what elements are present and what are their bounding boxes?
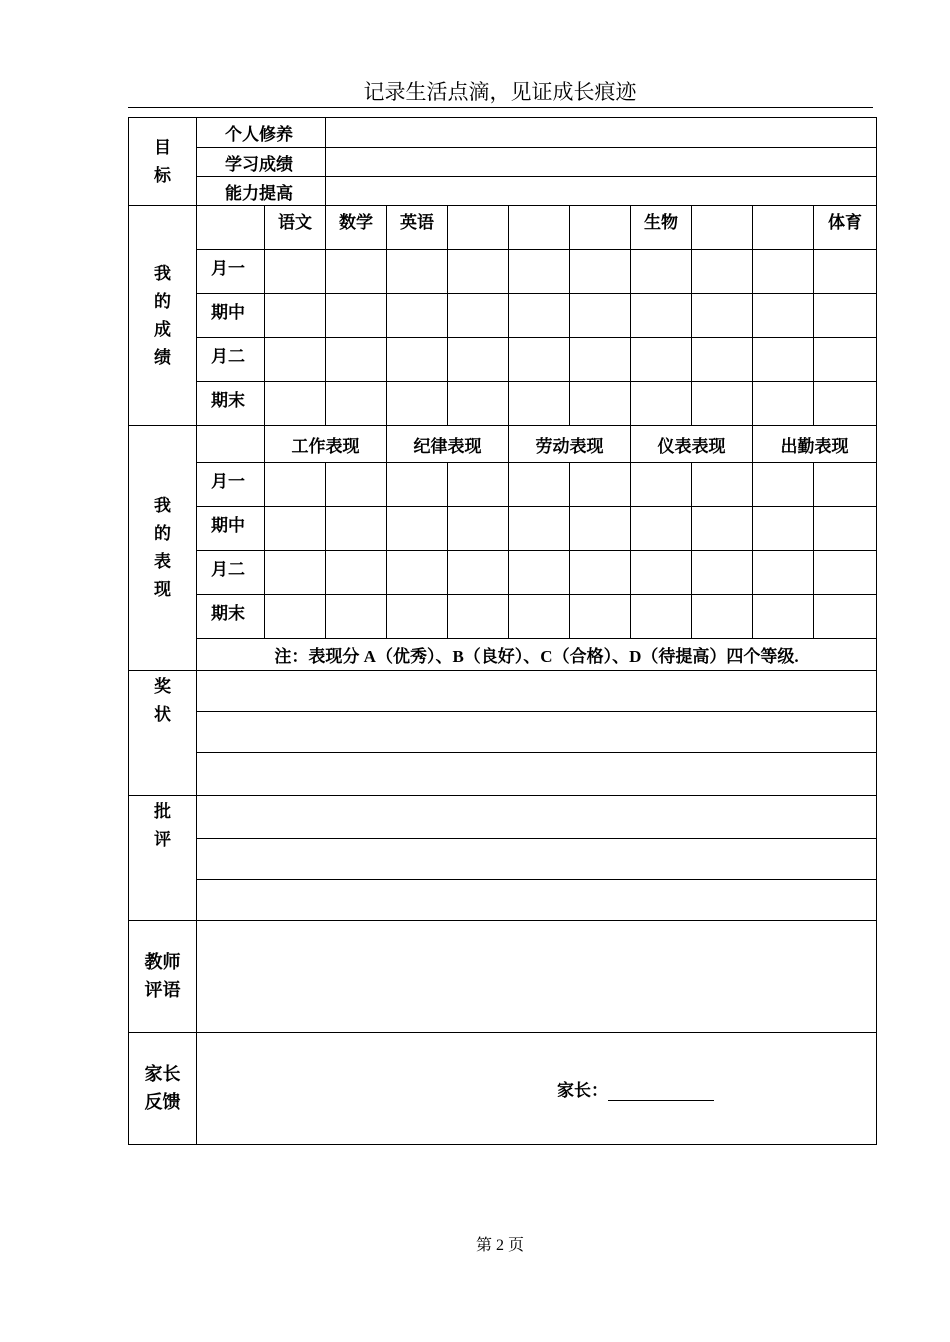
goal-field-cultivation[interactable] (326, 118, 877, 148)
grade-cell[interactable] (631, 338, 692, 382)
goal-field-ability[interactable] (326, 177, 877, 206)
grade-cell[interactable] (326, 338, 387, 382)
teacher-comment-field[interactable] (197, 921, 877, 1033)
grade-cell[interactable] (326, 382, 387, 426)
performance-cell[interactable] (509, 463, 570, 507)
grades-row (129, 338, 877, 382)
performance-cell[interactable] (387, 551, 448, 595)
grade-cell[interactable] (570, 250, 631, 294)
goal-label-ability: 能力提高 (197, 177, 326, 206)
performance-cell[interactable] (570, 595, 631, 639)
grade-cell[interactable] (814, 338, 877, 382)
subject-header: 英语 (387, 206, 448, 250)
grade-cell[interactable] (692, 338, 753, 382)
grade-cell[interactable] (448, 250, 509, 294)
goal-label-cultivation: 个人修养 (197, 118, 326, 148)
parent-feedback-label: 家长 反馈 (129, 1033, 197, 1145)
performance-cell[interactable] (631, 507, 692, 551)
performance-cell[interactable] (692, 507, 753, 551)
criticism-line[interactable] (197, 839, 877, 880)
subject-header: 语文 (265, 206, 326, 250)
performance-cell[interactable] (448, 551, 509, 595)
page-number: 第 2 页 (475, 1237, 524, 1254)
criticism-line[interactable] (197, 880, 877, 921)
performance-cell[interactable] (326, 507, 387, 551)
period-label: 期末 (197, 595, 265, 639)
grade-cell[interactable] (265, 250, 326, 294)
period-label: 期中 (197, 507, 265, 551)
grade-cell[interactable] (753, 382, 814, 426)
grading-note: 注：表现分 A（优秀）、B（良好）、C（合格）、D（待提高）四个等级. (197, 639, 877, 671)
performance-cell[interactable] (265, 595, 326, 639)
subject-header[interactable] (753, 206, 814, 250)
performance-cell[interactable] (387, 507, 448, 551)
performance-cell[interactable] (570, 551, 631, 595)
performance-cell[interactable] (387, 595, 448, 639)
subject-header: 数学 (326, 206, 387, 250)
grade-cell[interactable] (387, 250, 448, 294)
performance-cell[interactable] (692, 551, 753, 595)
performance-cell[interactable] (753, 507, 814, 551)
performance-cell[interactable] (692, 463, 753, 507)
goal-label-academics: 学习成绩 (197, 148, 326, 177)
subject-header: 生物 (631, 206, 692, 250)
subject-header: 体育 (814, 206, 877, 250)
grades-row (129, 294, 877, 338)
grade-cell[interactable] (326, 250, 387, 294)
category-header: 纪律表现 (387, 426, 509, 463)
performance-cell[interactable] (326, 463, 387, 507)
performance-section-label: 我的表现 (129, 426, 197, 671)
grades-row (129, 250, 877, 294)
grade-cell[interactable] (387, 338, 448, 382)
parent-signature-label: 家长： (557, 1081, 608, 1101)
grade-cell[interactable] (631, 250, 692, 294)
category-header: 仪表表现 (631, 426, 753, 463)
performance-cell[interactable] (570, 463, 631, 507)
performance-row (129, 507, 877, 551)
period-label: 期末 (197, 382, 265, 426)
grade-cell[interactable] (326, 294, 387, 338)
performance-cell[interactable] (265, 551, 326, 595)
grade-cell[interactable] (814, 250, 877, 294)
grade-cell[interactable] (570, 294, 631, 338)
grade-cell[interactable] (509, 382, 570, 426)
grade-cell[interactable] (509, 250, 570, 294)
period-label: 月一 (197, 463, 265, 507)
subject-header[interactable] (570, 206, 631, 250)
performance-cell[interactable] (265, 463, 326, 507)
grade-cell[interactable] (753, 250, 814, 294)
criticism-line[interactable] (197, 796, 877, 839)
grade-cell[interactable] (448, 382, 509, 426)
performance-row (129, 463, 877, 507)
performance-cell[interactable] (448, 507, 509, 551)
grade-cell[interactable] (387, 294, 448, 338)
grade-cell[interactable] (265, 294, 326, 338)
grades-section-label: 我的成绩 (129, 206, 197, 426)
performance-row (129, 551, 877, 595)
goal-field-academics[interactable] (326, 148, 877, 177)
performance-cell[interactable] (265, 507, 326, 551)
growth-record-form (128, 117, 877, 1145)
performance-cell[interactable] (509, 507, 570, 551)
performance-cell[interactable] (631, 463, 692, 507)
category-header: 工作表现 (265, 426, 387, 463)
performance-cell[interactable] (509, 595, 570, 639)
grade-cell[interactable] (570, 382, 631, 426)
grades-corner-cell (197, 206, 265, 250)
grade-cell[interactable] (265, 338, 326, 382)
performance-cell[interactable] (387, 463, 448, 507)
performance-cell[interactable] (448, 595, 509, 639)
awards-line[interactable] (197, 753, 877, 796)
grade-cell[interactable] (387, 382, 448, 426)
awards-line[interactable] (197, 712, 877, 753)
grade-cell[interactable] (692, 382, 753, 426)
awards-line[interactable] (197, 671, 877, 712)
grade-cell[interactable] (753, 338, 814, 382)
parent-feedback-field[interactable] (197, 1033, 877, 1145)
performance-cell[interactable] (448, 463, 509, 507)
performance-cell[interactable] (814, 463, 877, 507)
performance-cell[interactable] (753, 463, 814, 507)
grades-row (129, 382, 877, 426)
header-divider (128, 107, 873, 108)
category-header: 劳动表现 (509, 426, 631, 463)
subject-header[interactable] (448, 206, 509, 250)
parent-signature-line[interactable] (608, 1082, 714, 1101)
subject-header[interactable] (509, 206, 570, 250)
grade-cell[interactable] (265, 382, 326, 426)
performance-cell[interactable] (814, 507, 877, 551)
period-label: 月二 (197, 338, 265, 382)
period-label: 月二 (197, 551, 265, 595)
performance-cell[interactable] (631, 595, 692, 639)
grade-cell[interactable] (692, 294, 753, 338)
period-label: 期中 (197, 294, 265, 338)
teacher-comment-label: 教师 评语 (129, 921, 197, 1033)
grade-cell[interactable] (509, 338, 570, 382)
grade-cell[interactable] (509, 294, 570, 338)
page-header-title: 记录生活点滴，见证成长痕迹 (363, 80, 637, 104)
grade-cell[interactable] (448, 294, 509, 338)
performance-cell[interactable] (753, 551, 814, 595)
awards-section-label: 奖状 (129, 671, 197, 796)
criticism-section-label: 批评 (129, 796, 197, 921)
performance-cell[interactable] (570, 507, 631, 551)
category-header: 出勤表现 (753, 426, 877, 463)
performance-cell[interactable] (631, 551, 692, 595)
performance-cell[interactable] (509, 551, 570, 595)
performance-cell[interactable] (814, 551, 877, 595)
grade-cell[interactable] (448, 338, 509, 382)
performance-cell[interactable] (753, 595, 814, 639)
grade-cell[interactable] (631, 382, 692, 426)
goals-section-label: 目标 (129, 118, 197, 206)
performance-cell[interactable] (692, 595, 753, 639)
subject-header[interactable] (692, 206, 753, 250)
grade-cell[interactable] (570, 338, 631, 382)
grade-cell[interactable] (814, 382, 877, 426)
period-label: 月一 (197, 250, 265, 294)
performance-cell[interactable] (814, 595, 877, 639)
performance-row (129, 595, 877, 639)
performance-cell[interactable] (326, 595, 387, 639)
performance-cell[interactable] (326, 551, 387, 595)
grade-cell[interactable] (814, 294, 877, 338)
grade-cell[interactable] (631, 294, 692, 338)
grade-cell[interactable] (692, 250, 753, 294)
grade-cell[interactable] (753, 294, 814, 338)
performance-corner-cell (197, 426, 265, 463)
